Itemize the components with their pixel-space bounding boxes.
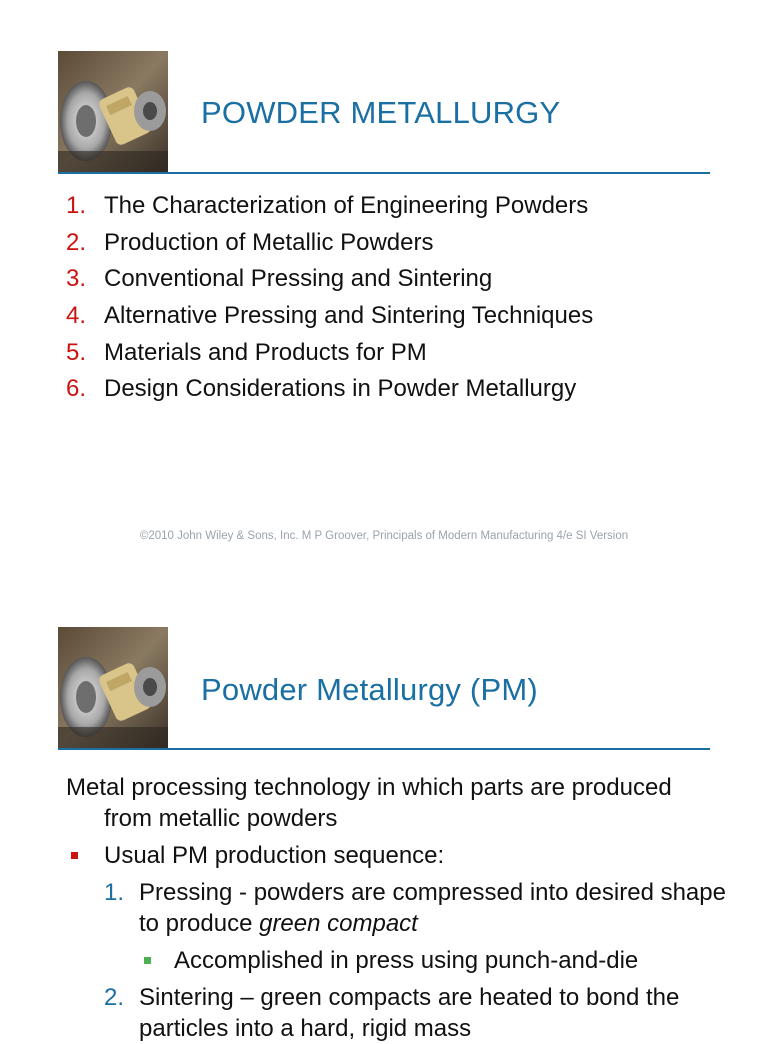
list-item xyxy=(66,263,593,300)
list-item xyxy=(66,337,593,374)
title-divider xyxy=(58,748,710,750)
step-emphasis: green compact xyxy=(259,910,418,937)
item-text: Production of Metallic Powders xyxy=(104,228,434,256)
step-text: Pressing - powders are compressed into desired shape to produce xyxy=(139,879,726,937)
list-item xyxy=(66,227,593,264)
green-square-bullet-icon xyxy=(144,957,151,964)
step-number: 2. xyxy=(104,984,125,1011)
page-title: POWDER METALLURGY xyxy=(201,95,561,130)
list-item xyxy=(66,373,593,410)
item-text: Conventional Pressing and Sintering xyxy=(104,265,493,293)
table-of-contents xyxy=(66,190,593,410)
list-item xyxy=(66,190,593,227)
lead-paragraph: Metal processing technology in which parts are produced from metallic powders xyxy=(66,774,672,832)
title-divider xyxy=(58,172,710,174)
item-number: 5. xyxy=(66,338,87,366)
section-title: Powder Metallurgy (PM) xyxy=(201,672,538,707)
slide-1-thumbnail-image xyxy=(58,51,168,172)
bullet-text: Usual PM production sequence: xyxy=(104,842,445,869)
slide-2-thumbnail-image xyxy=(58,627,168,748)
item-number: 3. xyxy=(66,265,87,293)
item-text: Design Considerations in Powder Metallurgy xyxy=(104,375,577,403)
item-number: 6. xyxy=(66,375,87,403)
item-text: The Characterization of Engineering Powders xyxy=(104,192,589,219)
copyright-footer: ©2010 John Wiley & Sons, Inc. M P Groover, Principals of Modern Manufacturing 4/e SI Version xyxy=(139,530,629,542)
list-item xyxy=(66,300,593,337)
item-text: Alternative Pressing and Sintering Techniques xyxy=(104,302,594,330)
bullet-item xyxy=(66,840,726,871)
item-number: 2. xyxy=(66,228,87,256)
item-text: Materials and Products for PM xyxy=(104,338,427,366)
item-number: 1. xyxy=(66,192,87,219)
step-text: Sintering – green compacts are heated to bond the particles into a hard, rigid mass xyxy=(139,984,680,1042)
item-number: 4. xyxy=(66,302,87,330)
sub-bullet-text: Accomplished in press using punch-and-die xyxy=(174,947,639,974)
red-square-bullet-icon xyxy=(71,852,78,859)
sub-bullet-item xyxy=(66,945,726,976)
step-number: 1. xyxy=(104,879,125,906)
numbered-step xyxy=(66,982,726,1044)
slide-2 xyxy=(0,576,768,1042)
slide-body xyxy=(66,772,726,1044)
numbered-step xyxy=(66,877,726,939)
